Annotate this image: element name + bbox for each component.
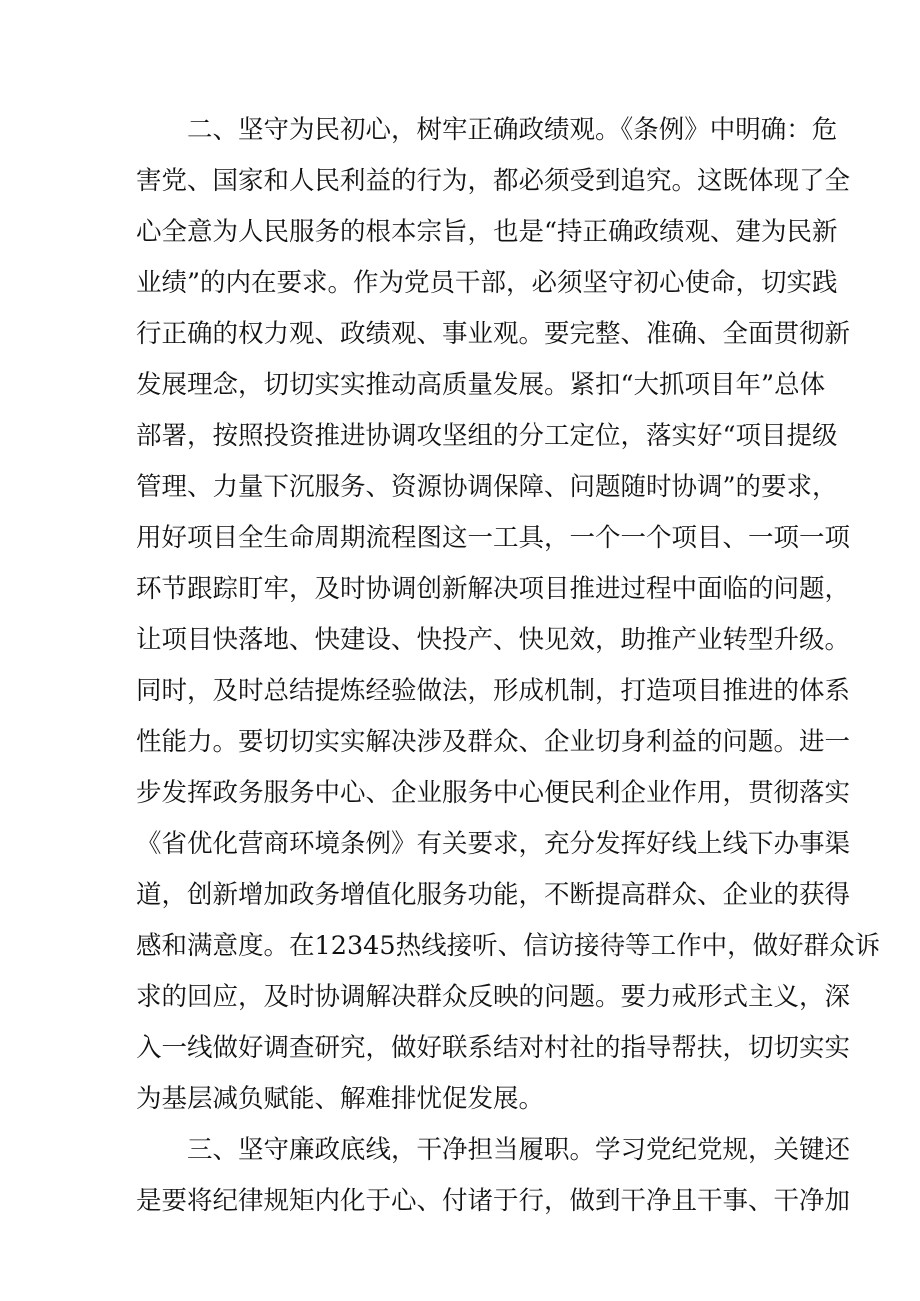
paragraph-2-line-5: 行正确的权力观、政绩观、事业观。要完整、准确、全面贯彻新 bbox=[136, 319, 851, 349]
paragraph-2-line-12: 同时，及时总结提炼经验做法，形成机制，打造项目推进的体系 bbox=[136, 676, 851, 706]
paragraph-2-line-2: 害党、国家和人民利益的行为，都必须受到追究。这既体现了全 bbox=[136, 166, 851, 196]
paragraph-2-line-18: 求的回应，及时协调解决群众反映的问题。要力戒形式主义，深 bbox=[136, 982, 851, 1012]
paragraph-2-line-9: 用好项目全生命周期流程图这一工具，一个一个项目、一项一项 bbox=[136, 523, 851, 553]
paragraph-2-line-16: 道，创新增加政务增值化服务功能，不断提高群众、企业的获得 bbox=[136, 880, 851, 910]
paragraph-2-line-7: 部署，按照投资推进协调攻坚组的分工定位，落实好“项目提级 bbox=[136, 421, 838, 451]
paragraph-2-line-15: 《省优化营商环境条例》有关要求，充分发挥好线上线下办事渠 bbox=[136, 829, 851, 859]
paragraph-2-line-1: 二、坚守为民初心，树牢正确政绩观。《条例》中明确：危 bbox=[187, 115, 838, 145]
paragraph-2-line-10: 环节跟踪盯牢，及时协调创新解决项目推进过程中面临的问题， bbox=[136, 574, 851, 604]
paragraph-3-line-1: 三、坚守廉政底线，干净担当履职。学习党纪党规，关键还 bbox=[187, 1135, 851, 1165]
paragraph-2-line-19: 入一线做好调查研究，做好联系结对村社的指导帮扶，切切实实 bbox=[136, 1033, 851, 1063]
paragraph-2-line-17: 感和满意度。在12345热线接听、信访接待等工作中，做好群众诉 bbox=[136, 931, 881, 961]
paragraph-2-line-11: 让项目快落地、快建设、快投产、快见效，助推产业转型升级。 bbox=[136, 625, 851, 655]
paragraph-2-line-20: 为基层减负赋能、解难排忧促发展。 bbox=[136, 1084, 545, 1114]
paragraph-2-line-6: 发展理念，切切实实推动高质量发展。紧扣“大抓项目年”总体 bbox=[136, 370, 826, 400]
paragraph-2-line-3: 心全意为人民服务的根本宗旨，也是“持正确政绩观、建为民新 bbox=[136, 217, 838, 247]
paragraph-2-line-4: 业绩”的内在要求。作为党员干部，必须坚守初心使命，切实践 bbox=[136, 268, 838, 298]
paragraph-3-line-2: 是要将纪律规矩内化于心、付诸于行，做到干净且干事、干净加 bbox=[136, 1186, 851, 1216]
paragraph-2-line-14: 步发挥政务服务中心、企业服务中心便民利企业作用，贯彻落实 bbox=[136, 778, 851, 808]
paragraph-2-line-8: 管理、力量下沉服务、资源协调保障、问题随时协调”的要求， bbox=[136, 472, 838, 502]
paragraph-2-line-13: 性能力。要切切实实解决涉及群众、企业切身利益的问题。进一 bbox=[136, 727, 851, 757]
